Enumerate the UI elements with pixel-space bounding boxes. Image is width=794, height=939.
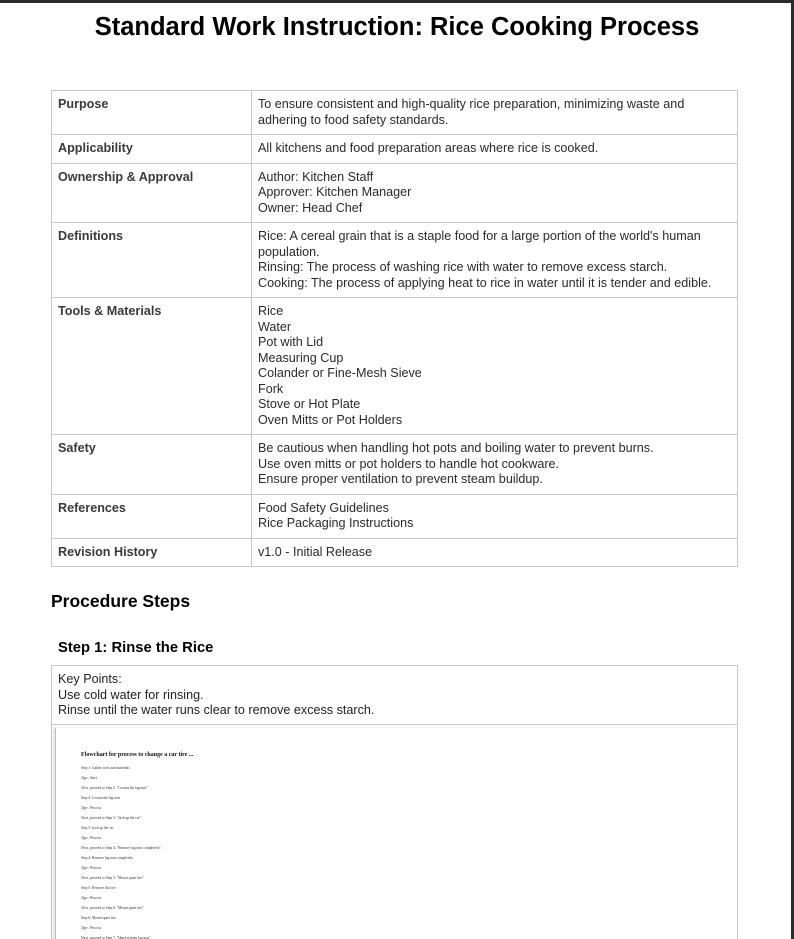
meta-value-line: v1.0 - Initial Release bbox=[258, 544, 373, 559]
flowchart-line: Step 6: Mount spare tire bbox=[81, 916, 116, 920]
meta-value-line: Owner: Head Chef bbox=[258, 200, 363, 215]
meta-value bbox=[252, 135, 738, 164]
meta-key: Definitions bbox=[52, 223, 252, 298]
flowchart-line: Type: Process bbox=[81, 926, 102, 930]
meta-value bbox=[252, 298, 738, 435]
meta-row-safety bbox=[52, 435, 738, 495]
flowchart-line: Type: Process bbox=[81, 836, 102, 840]
flowchart-line: Type: Process bbox=[81, 896, 102, 900]
meta-value-line: Use oven mitts or pot holders to handle hot cookware. bbox=[258, 456, 560, 471]
meta-row-purpose bbox=[52, 91, 738, 135]
flowchart-line: Step 2: Loosen the lug nuts bbox=[81, 796, 121, 800]
flowchart-line: Next, proceed to Step 4: "Remove lug nuts completely". bbox=[81, 846, 162, 850]
flowchart-line: Step 4: Remove lug nuts completely bbox=[81, 856, 134, 860]
meta-key: Safety bbox=[52, 435, 252, 495]
flowchart-line: Next, proceed to Step 6: "Mount spare tire". bbox=[81, 906, 145, 910]
meta-row-ownership-approval bbox=[52, 163, 738, 223]
meta-value-line: Pot with Lid bbox=[258, 335, 324, 349]
flowchart-title: Flowchart for process to change a car tire ... bbox=[81, 752, 194, 758]
meta-row-revision-history bbox=[52, 538, 738, 567]
meta-row-applicability bbox=[52, 135, 738, 164]
key-points-label: Key Points: bbox=[58, 672, 122, 686]
meta-value bbox=[252, 163, 738, 223]
page-title: Standard Work Instruction: Rice Cooking Process bbox=[94, 13, 700, 41]
top-border bbox=[0, 0, 794, 3]
flowchart-line: Next, proceed to Step 5: "Mount spare tire". bbox=[81, 876, 145, 880]
meta-value-line: All kitchens and food preparation areas where rice is cooked. bbox=[258, 141, 599, 155]
meta-value-line: Water bbox=[258, 319, 292, 334]
meta-value bbox=[252, 494, 738, 538]
flowchart-line: Step 5: Remove flat tire bbox=[81, 886, 116, 890]
meta-value-line: Cooking: The process of applying heat to rice in water until it is tender and edible. bbox=[258, 275, 712, 290]
meta-key: Applicability bbox=[52, 135, 252, 164]
meta-key: Purpose bbox=[52, 91, 252, 135]
meta-key: Ownership & Approval bbox=[52, 163, 252, 223]
meta-value-line: Colander or Fine-Mesh Sieve bbox=[258, 366, 422, 380]
key-point: Use cold water for rinsing. bbox=[58, 687, 204, 702]
step-1-heading: Step 1: Rinse the Rice bbox=[58, 640, 214, 656]
meta-value-line: Oven Mitts or Pot Holders bbox=[258, 412, 403, 427]
flowchart-line: Step 3: Jack up the car bbox=[81, 826, 114, 830]
flowchart-page bbox=[55, 728, 737, 939]
meta-value-line: Rice bbox=[258, 304, 284, 318]
meta-value-line: Food Safety Guidelines bbox=[258, 500, 389, 515]
flowchart-line: Next, proceed to Step 7: "Hand-tighten lug nuts". bbox=[81, 936, 152, 939]
flowchart-line: Type: Process bbox=[81, 866, 102, 870]
meta-value bbox=[252, 538, 738, 567]
key-points bbox=[52, 666, 737, 725]
meta-row-references bbox=[52, 494, 738, 538]
key-point: Rinse until the water runs clear to remove excess starch. bbox=[58, 703, 375, 717]
meta-key: Revision History bbox=[52, 538, 252, 567]
flowchart-line: Type: Process bbox=[81, 806, 102, 810]
meta-value-line: Be cautious when handling hot pots and boiling water to prevent burns. bbox=[258, 441, 654, 455]
meta-row-tools-materials bbox=[52, 298, 738, 435]
flowchart-line: Next, proceed to Step 2: "Loosen the lug nuts". bbox=[81, 786, 149, 790]
flowchart-lines bbox=[81, 763, 162, 939]
meta-value-line: Rinsing: The process of washing rice with water to remove excess starch. bbox=[258, 260, 668, 274]
procedure-heading: Procedure Steps bbox=[51, 591, 191, 611]
meta-value-line: Rice Packaging Instructions bbox=[258, 516, 414, 530]
meta-value-line: Ensure proper ventilation to prevent steam buildup. bbox=[258, 472, 543, 486]
meta-value-line: Fork bbox=[258, 381, 284, 396]
flowchart-image bbox=[53, 728, 737, 939]
meta-value-line: Stove or Hot Plate bbox=[258, 397, 361, 411]
meta-value bbox=[252, 223, 738, 298]
meta-value-line: Rice: A cereal grain that is a staple food for a large portion of the world's human population. bbox=[258, 229, 701, 259]
meta-key: Tools & Materials bbox=[52, 298, 252, 435]
metadata-table bbox=[51, 90, 738, 567]
meta-value-line: Author: Kitchen Staff bbox=[258, 169, 374, 184]
meta-value bbox=[252, 91, 738, 135]
flowchart-line: Step 1: Gather tools and materials bbox=[81, 766, 130, 770]
meta-value-line: Approver: Kitchen Manager bbox=[258, 185, 412, 199]
meta-value bbox=[252, 435, 738, 495]
meta-row-definitions bbox=[52, 223, 738, 298]
flowchart-line: Next, proceed to Step 3: "Jack up the car". bbox=[81, 816, 143, 820]
meta-value-line: Measuring Cup bbox=[258, 350, 344, 365]
step-1-box bbox=[51, 665, 738, 939]
meta-key: References bbox=[52, 494, 252, 538]
flowchart-line: Type: Start bbox=[81, 776, 97, 780]
meta-value-line: To ensure consistent and high-quality rice preparation, minimizing waste and adhering to food safety standards. bbox=[258, 97, 685, 127]
